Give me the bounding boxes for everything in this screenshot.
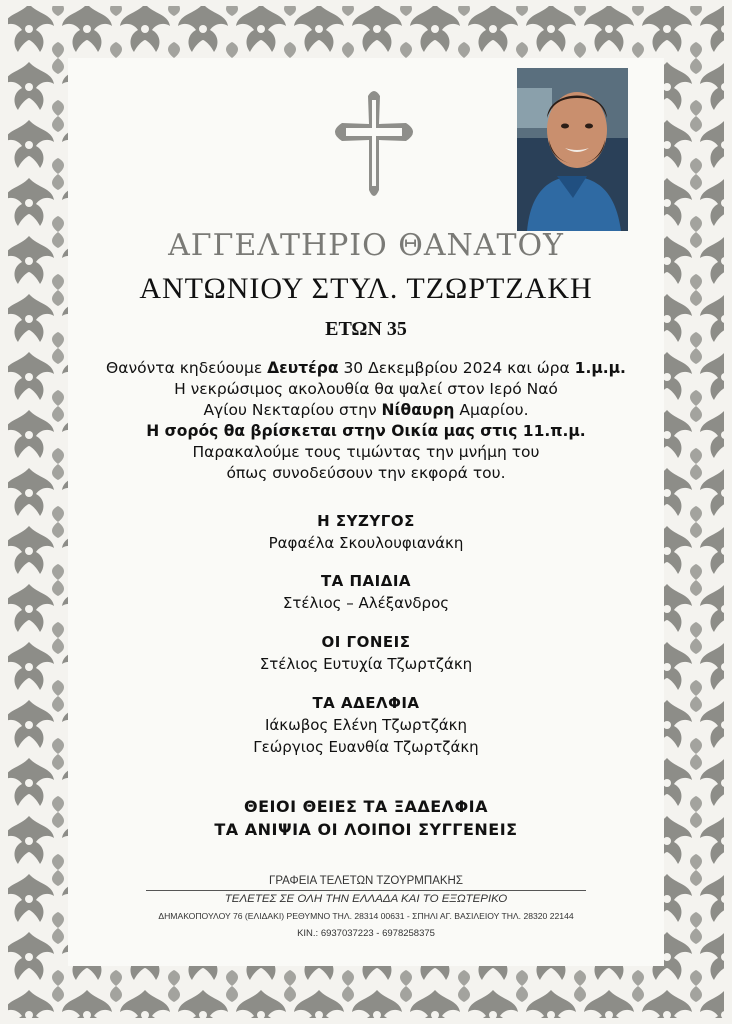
body-location-line: Η σορός θα βρίσκεται στην Οικία μας στις 11.π.μ. [146,422,586,440]
orthodox-cross-icon [328,86,420,202]
request-line-1: Παρακαλούμε τους τιμώντας την μνήμη του [192,443,540,461]
deceased-name: ΑΝΤΩΝΙΟΥ ΣΤΥΛ. ΤΖΩΡΤΖΑΚΗ [139,272,593,305]
request-line-2: όπως συνοδεύσουν την εκφορά του. [226,464,506,482]
village-text: Νίθαυρη [381,401,455,419]
date-text: Θανόντα κηδεύουμε [106,359,268,377]
services-line: ΤΕΛΕΤΕΣ ΣΕ ΟΛΗ ΤΗΝ ΕΛΛΑΔΑ ΚΑΙ ΤΟ ΕΞΩΤΕΡΙΚΟ [224,893,508,905]
region-text: Αμαρίου. [454,401,529,419]
church-text: Αγίου Νεκταρίου στην [203,401,382,419]
sibling-2: Γεώργιος Ευανθία Τζωρτζάκη [253,738,479,756]
church-line [68,400,664,421]
spouse-heading: Η ΣΥΖΥΓΟΣ [317,512,415,530]
time-text: 1.μ.μ. [574,359,626,377]
parents-heading: ΟΙ ΓΟΝΕΙΣ [321,633,411,651]
sibling-1: Ιάκωβος Ελένη Τζωρτζάκη [265,716,467,734]
day-text: Δευτέρα [267,359,339,377]
relatives-line-1: ΘΕΙΟΙ ΘΕΙΕΣ ΤΑ ΞΑΔΕΛΦΙΑ [243,797,488,816]
children-heading: ΤΑ ΠΑΙΔΙΑ [320,572,412,590]
children-names: Στέλιος – Αλέξανδρος [282,594,450,612]
relatives-line-2: ΤΑ ΑΝΙΨΙΑ ΟΙ ΛΟΙΠΟΙ ΣΥΓΓΕΝΕΙΣ [214,820,518,839]
funeral-date-line [68,358,664,379]
deceased-age: ΕΤΩΝ 35 [325,318,407,340]
notice-title: ΑΓΓΕΛΤΗΡΙΟ ΘΑΝΑΤΟΥ [168,228,564,263]
portrait-photo [517,68,628,231]
funeral-home-name: ΓΡΑΦΕΙΑ ΤΕΛΕΤΩΝ ΤΖΟΥΡΜΠΑΚΗΣ [269,875,463,887]
service-line: Η νεκρώσιμος ακολουθία θα ψαλεί στον Ιερό Ναό [174,380,558,398]
spouse-name: Ραφαέλα Σκουλουφιανάκη [268,534,464,552]
mobile-line: ΚΙΝ.: 6937037223 - 6978258375 [297,928,435,939]
footer-divider [146,890,586,891]
parents-names: Στέλιος Ευτυχία Τζωρτζάκη [259,655,473,673]
date-text-2: 30 Δεκεμβρίου 2024 και ώρα [338,359,575,377]
siblings-heading: ΤΑ ΑΔΕΛΦΙΑ [312,694,420,712]
address-line: ΔΗΜΑΚΟΠΟΥΛΟΥ 76 (ΕΛΙΔΑΚΙ) ΡΕΘΥΜΝΟ ΤΗΛ. 28314 00631 - ΣΠΗΛΙ ΑΓ. ΒΑΣΙΛΕΙΟΥ ΤΗΛ. 28320 22144 [158,911,574,921]
